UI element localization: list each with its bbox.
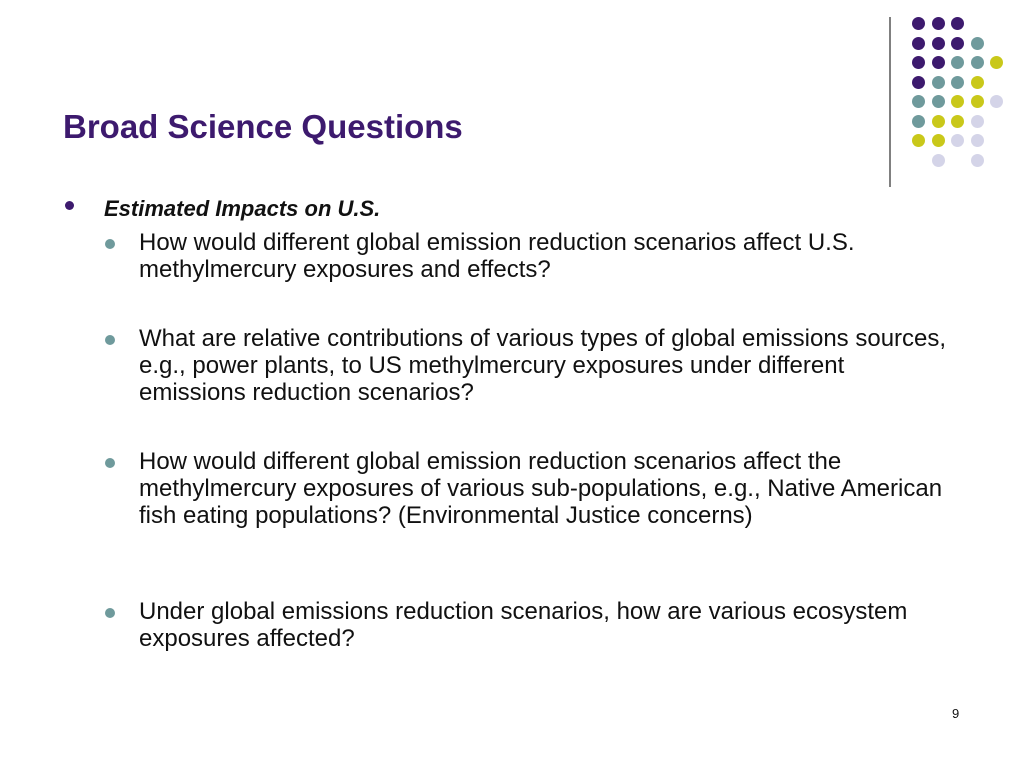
bullet-dot: [105, 239, 115, 249]
decorative-dot: [971, 154, 984, 167]
divider-line: [889, 17, 891, 187]
decorative-dot: [990, 95, 1003, 108]
decorative-dot: [912, 115, 925, 128]
decorative-dot: [932, 37, 945, 50]
bullet-dot: [105, 335, 115, 345]
decorative-dot: [912, 76, 925, 89]
decorative-dot: [932, 134, 945, 147]
decorative-dot: [971, 95, 984, 108]
list-item: [105, 325, 955, 406]
decorative-dot: [951, 17, 964, 30]
decorative-dot: [932, 56, 945, 69]
list-item: [105, 598, 955, 652]
slide-title: Broad Science Questions: [63, 108, 463, 145]
bullet-dot: [105, 458, 115, 468]
decorative-dot: [932, 154, 945, 167]
list-item-text: How would different global emission reduction scenarios affect the methylmercury exposures of various sub-populations, e.g., Native American fish eating populations? (Environmental Justice concerns): [139, 448, 943, 529]
decorative-dot: [932, 17, 945, 30]
list-item-text: How would different global emission reduction scenarios affect U.S. methylmercury exposures and effects?: [139, 229, 855, 283]
list-item: [105, 229, 955, 283]
decorative-dot: [912, 17, 925, 30]
decorative-dot: [912, 56, 925, 69]
list-item: [105, 448, 955, 529]
decorative-dot: [951, 95, 964, 108]
bullet-dot: [105, 608, 115, 618]
decorative-dot: [932, 115, 945, 128]
bullet-heading-text: Estimated Impacts on U.S.: [104, 196, 381, 221]
decorative-dot: [912, 95, 925, 108]
decorative-dot: [912, 37, 925, 50]
decorative-dot: [971, 37, 984, 50]
decorative-dot: [951, 56, 964, 69]
decorative-dot: [951, 115, 964, 128]
list-item-text: What are relative contributions of various types of global emissions sources, e.g., power plants, to US methylmercury exposures under different emissions reduction scenarios?: [139, 325, 947, 406]
decorative-dot: [951, 134, 964, 147]
decorative-dot: [932, 95, 945, 108]
decorative-dot: [951, 37, 964, 50]
page-number: 9: [952, 706, 960, 721]
decorative-dot: [971, 76, 984, 89]
decorative-dot: [932, 76, 945, 89]
decorative-dot: [912, 134, 925, 147]
list-item-text: Under global emissions reduction scenarios, how are various ecosystem exposures affected?: [139, 598, 908, 652]
decorative-dot: [971, 115, 984, 128]
decorative-dot: [990, 56, 1003, 69]
bullet-dot: [65, 201, 74, 210]
decorative-dot: [971, 56, 984, 69]
decorative-dot: [951, 76, 964, 89]
decorative-dot: [971, 134, 984, 147]
